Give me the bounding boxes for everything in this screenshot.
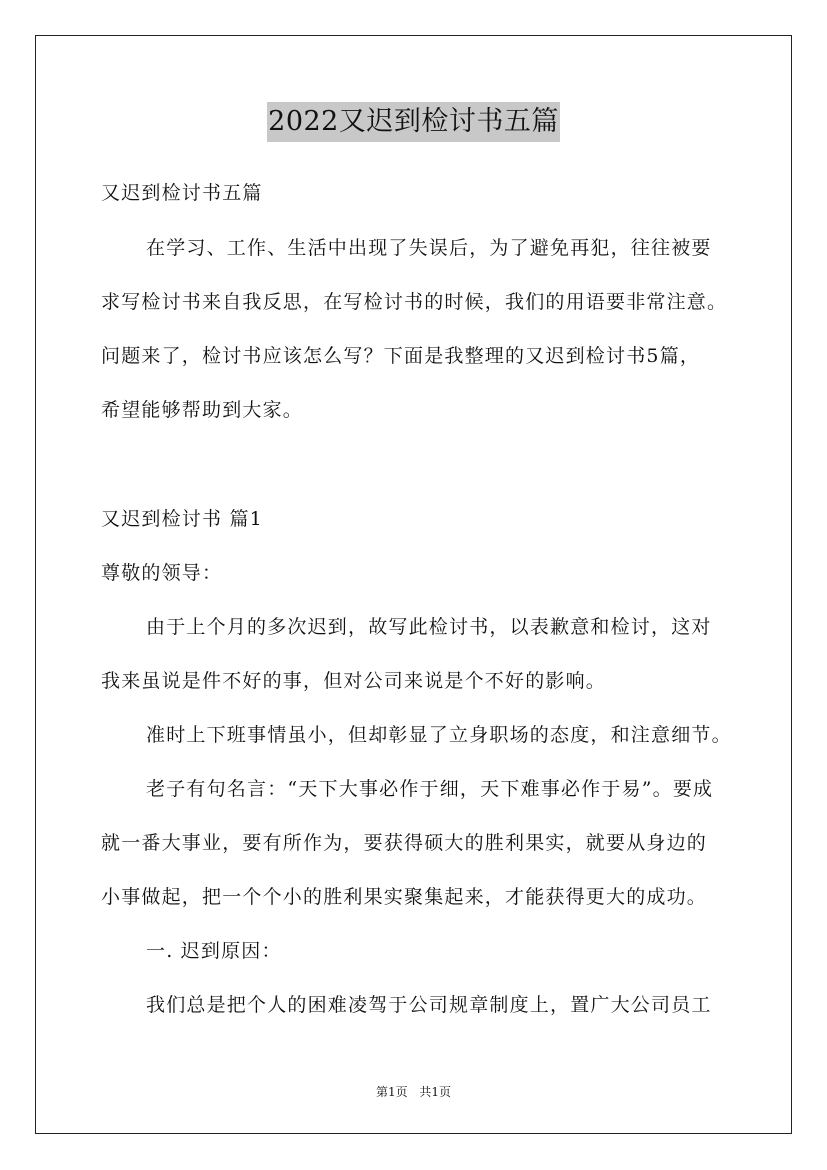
paragraph-line: 老子有句名言：“天下大事必作于细，天下难事必作于易”。要成: [146, 778, 714, 800]
subsection-heading: 一. 迟到原因：: [146, 940, 282, 962]
intro-heading: 又迟到检讨书五篇: [101, 182, 263, 204]
salutation: 尊敬的领导：: [101, 562, 223, 584]
paragraph-line: 在学习、工作、生活中出现了失误后，为了避免再犯，往往被要: [146, 237, 712, 259]
paragraph-line: 准时上下班事情虽小，但却彰显了立身职场的态度，和注意细节。: [146, 724, 732, 746]
paragraph-line: 小事做起，把一个个小的胜利果实聚集起来，才能获得更大的成功。: [101, 886, 708, 908]
document-title: 2022又迟到检讨书五篇: [267, 102, 560, 142]
page-total: 共1页: [419, 1085, 452, 1099]
page-number: 第1页: [375, 1085, 408, 1099]
paragraph-line: 由于上个月的多次迟到，故写此检讨书，以表歉意和检讨，这对: [146, 616, 712, 638]
paragraph-line: 求写检讨书来自我反思，在写检讨书的时候，我们的用语要非常注意。: [101, 291, 728, 313]
document-title-area: [0, 102, 827, 142]
section-heading: 又迟到检讨书 篇1: [101, 508, 263, 530]
paragraph-line: 问题来了，检讨书应该怎么写？下面是我整理的又迟到检讨书5篇，: [101, 345, 701, 367]
paragraph-line: 我们总是把个人的困难凌驾于公司规章制度上，置广大公司员工: [146, 994, 712, 1016]
paragraph-line: 希望能够帮助到大家。: [101, 399, 304, 421]
paragraph-line: 我来虽说是件不好的事，但对公司来说是个不好的影响。: [101, 670, 607, 692]
paragraph-line: 就一番大事业，要有所作为，要获得硕大的胜利果实，就要从身边的: [101, 832, 708, 854]
page-footer: [0, 1084, 827, 1100]
